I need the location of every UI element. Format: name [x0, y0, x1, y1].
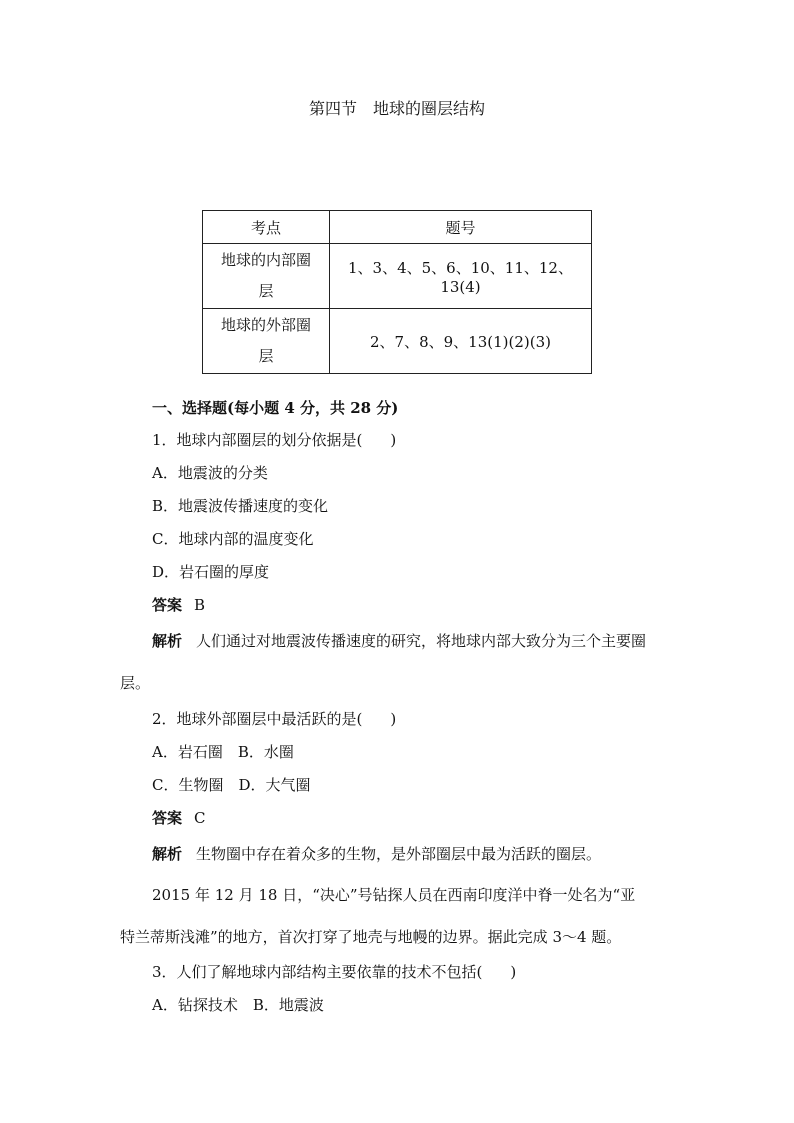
question-1-answer	[152, 594, 205, 615]
question-stem-text: 2．地球外部圈层中最活跃的是(	[152, 710, 363, 728]
question-1-option-a: A．地震波的分类	[152, 464, 268, 482]
table-cell-topic	[203, 309, 330, 374]
section-name: 地球的圈层结构	[373, 99, 486, 118]
analysis-text: 人们通过对地震波传播速度的研究，将地球内部大致分为三个主要圈	[196, 632, 647, 650]
question-2-options-row1: A．岩石圈 B．水圈	[152, 743, 294, 761]
question-1-stem	[152, 429, 396, 450]
analysis-text: 生物圈中存在着众多的生物，是外部圈层中最为活跃的圈层。	[196, 845, 602, 863]
question-2-options-row2: C．生物圈 D．大气圈	[152, 776, 311, 794]
topic-question-table	[202, 210, 592, 374]
question-3-stem	[152, 961, 516, 982]
table-row	[203, 244, 592, 309]
question-1-analysis	[152, 630, 646, 651]
answer-label: 答案	[152, 809, 183, 827]
question-1-option-b: B．地震波传播速度的变化	[152, 497, 329, 515]
table-cell-topic	[203, 244, 330, 309]
topic-line: 地球的内部圈	[220, 251, 311, 269]
analysis-label: 解析	[152, 845, 183, 863]
section-number: 第四节	[308, 99, 357, 118]
answer-value: B	[194, 596, 206, 614]
table-header-questions: 题号	[330, 211, 592, 244]
question-stem-close: )	[390, 431, 397, 449]
table-header-row	[203, 211, 592, 244]
section-header: 一、选择题(每小题 4 分，共 28 分)	[152, 399, 399, 417]
table-cell-questions: 1、3、4、5、6、10、11、12、13(4)	[330, 244, 592, 309]
page-title	[0, 96, 794, 119]
question-1-analysis-cont: 层。	[120, 674, 151, 692]
question-2-analysis	[152, 843, 601, 864]
answer-value: C	[194, 809, 206, 827]
topic-line: 层	[258, 282, 274, 300]
topic-line: 地球的外部圈	[220, 316, 311, 334]
analysis-label: 解析	[152, 632, 183, 650]
topic-line: 层	[258, 347, 274, 365]
question-stem-text: 3．人们了解地球内部结构主要依靠的技术不包括(	[152, 963, 483, 981]
question-stem-text: 1．地球内部圈层的划分依据是(	[152, 431, 363, 449]
question-1-option-c: C．地球内部的温度变化	[152, 530, 314, 548]
passage-line-2: 特兰蒂斯浅滩”的地方，首次打穿了地壳与地幔的边界。据此完成 3～4 题。	[120, 928, 622, 946]
table-cell-questions: 2、7、8、9、13(1)(2)(3)	[330, 309, 592, 374]
table-header-topic: 考点	[203, 211, 330, 244]
question-stem-close: )	[510, 963, 517, 981]
passage-line-1: 2015 年 12 月 18 日，“决心”号钻探人员在西南印度洋中脊一处名为“亚	[152, 886, 636, 904]
question-2-stem	[152, 708, 396, 729]
question-3-options-row1: A．钻探技术 B．地震波	[152, 996, 324, 1014]
question-stem-close: )	[390, 710, 397, 728]
question-2-answer	[152, 807, 206, 828]
table-row	[203, 309, 592, 374]
answer-label: 答案	[152, 596, 183, 614]
question-1-option-d: D．岩石圈的厚度	[152, 563, 270, 581]
